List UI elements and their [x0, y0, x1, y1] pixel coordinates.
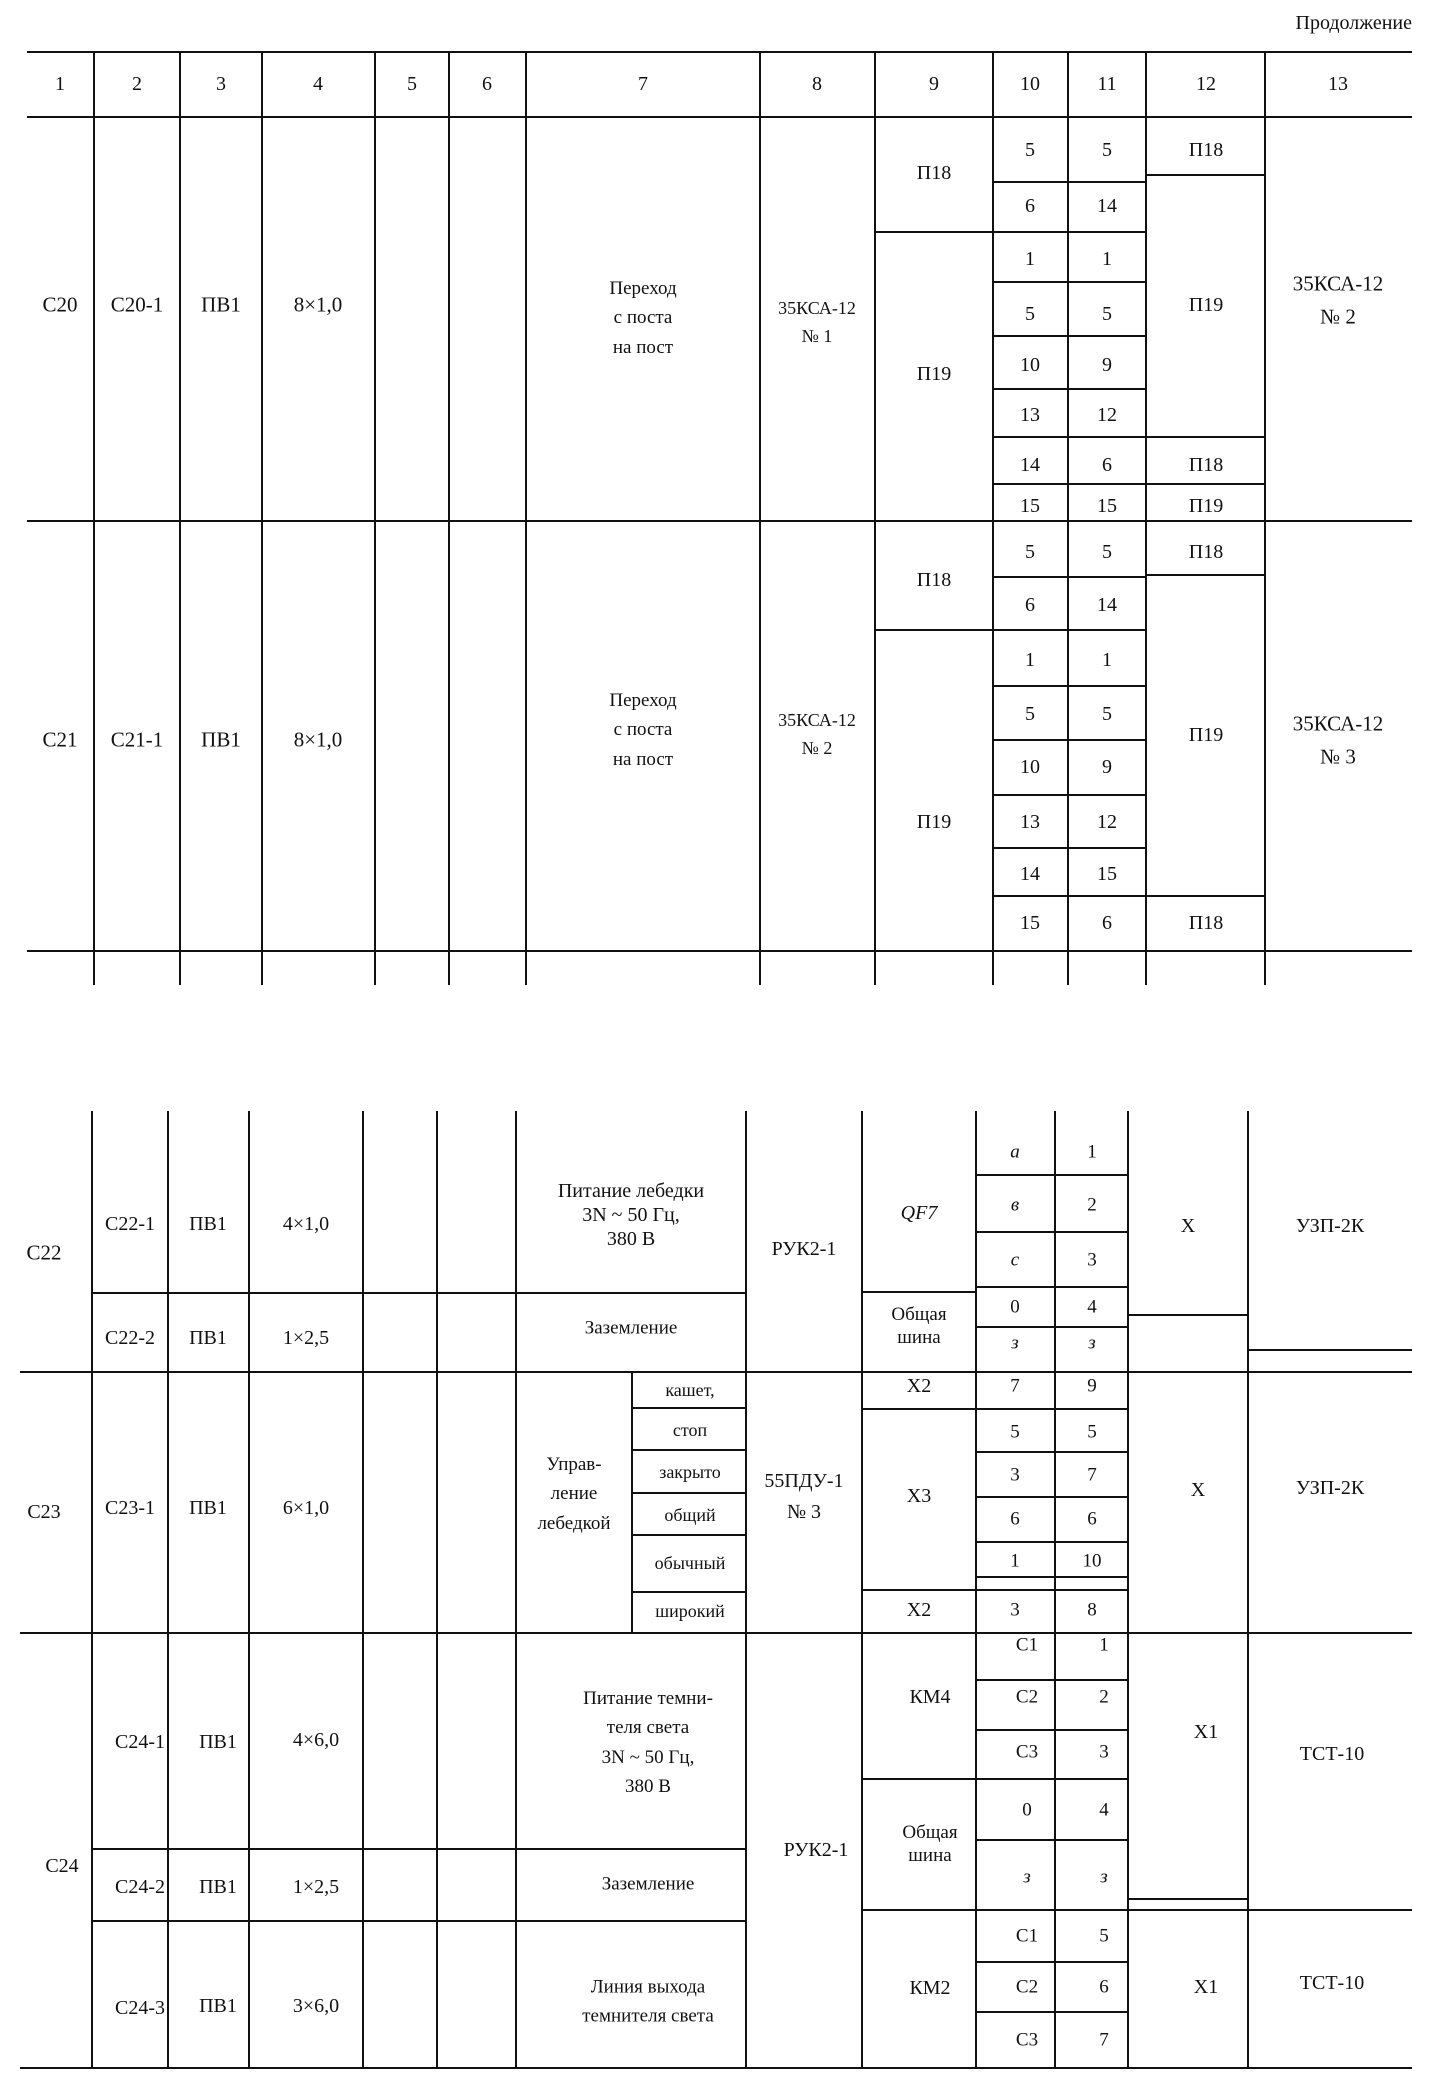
c24-pin-from: з [1023, 1866, 1031, 1888]
c21-pin-to: 6 [1102, 912, 1112, 934]
c22-to-device: УЗП-2К [1295, 1215, 1365, 1237]
c22-pin-from: в [1010, 1194, 1020, 1216]
c20-pin-from: 5 [1025, 139, 1035, 161]
c23-pin-to: 7 [1087, 1464, 1097, 1486]
c23-connector: Х3 [906, 1485, 932, 1507]
c21-connector: П18 [916, 569, 952, 591]
col-header-10: 10 [1020, 73, 1040, 95]
c21-section: 8×1,0 [293, 727, 343, 752]
c22-2-wire-type: ПВ1 [189, 1327, 227, 1349]
c23-to-device: УЗП-2К [1295, 1477, 1365, 1499]
col-header-4: 4 [313, 73, 323, 95]
c22-pin-to: 1 [1087, 1141, 1097, 1163]
c24-designation: C24 [45, 1855, 79, 1877]
c22-designation: C22 [26, 1240, 62, 1265]
c21-pin-to: 9 [1102, 756, 1112, 778]
c22-pin-from: з [1011, 1332, 1019, 1354]
c23-pin-to: 9 [1087, 1375, 1097, 1397]
c24-2-wire-type: ПВ1 [199, 1876, 237, 1898]
c21-pin-from: 15 [1020, 912, 1040, 934]
c20-pin-to: 1 [1102, 248, 1112, 270]
c21-pin-to: 12 [1097, 811, 1117, 833]
c21-to-device: 35КСА-12 № 3 [1292, 711, 1384, 768]
c23-core: C23-1 [105, 1497, 155, 1519]
c23-pin-from: 5 [1010, 1421, 1020, 1443]
c24-from-device: РУК2-1 [783, 1839, 849, 1861]
c24-pin-to: 1 [1099, 1634, 1109, 1656]
c22-pin-from: с [1010, 1249, 1020, 1271]
c22-pin-to: 2 [1087, 1194, 1097, 1216]
c22-pin-to: 4 [1087, 1296, 1097, 1318]
c20-target-connector: П18 [1188, 139, 1224, 161]
c24-pin-from: С3 [1015, 2029, 1039, 2051]
c24-pin-from: С2 [1015, 1686, 1039, 1708]
c21-pin-from: 1 [1025, 649, 1035, 671]
c22-1-wire-type: ПВ1 [189, 1213, 227, 1235]
col-header-5: 5 [407, 73, 417, 95]
c22-2-purpose: Заземление [584, 1317, 678, 1339]
c20-target-connector: П19 [1188, 294, 1224, 316]
c24-3-wire-type: ПВ1 [199, 1995, 237, 2017]
c23-pin-to: 8 [1087, 1599, 1097, 1621]
col-header-1: 1 [55, 73, 65, 95]
c21-target-connector: П19 [1188, 724, 1224, 746]
c21-pin-from: 6 [1025, 594, 1035, 616]
c23-signal: закрыто [659, 1462, 721, 1482]
c21-pin-to: 1 [1102, 649, 1112, 671]
c21-pin-from: 5 [1025, 703, 1035, 725]
c23-connector: Х2 [906, 1375, 932, 1397]
c23-pin-from: 3 [1010, 1599, 1020, 1621]
c20-target-connector: П19 [1188, 495, 1224, 517]
c20-pin-from: 10 [1020, 354, 1040, 376]
c23-wire-type: ПВ1 [189, 1497, 227, 1519]
c20-from-device: 35КСА-12 № 1 [778, 298, 856, 346]
c21-wire-type: ПВ1 [201, 727, 241, 752]
c24-pin-to: 4 [1099, 1799, 1109, 1821]
c24-2-purpose: Заземление [601, 1873, 695, 1895]
c23-section: 6×1,0 [282, 1497, 330, 1519]
c24-pin-from: 0 [1022, 1799, 1032, 1821]
c24-1-wire-type: ПВ1 [199, 1731, 237, 1753]
c20-pin-from: 5 [1025, 303, 1035, 325]
c22-2-section: 1×2,5 [282, 1327, 330, 1349]
c21-pin-from: 13 [1020, 811, 1040, 833]
c21-connector: П19 [916, 811, 952, 833]
c24-pin-to: 2 [1099, 1686, 1109, 1708]
c23-pin-from: 6 [1010, 1508, 1020, 1530]
c23-pin-to: 10 [1082, 1550, 1102, 1572]
c21-pin-from: 10 [1020, 756, 1040, 778]
c21-pin-to: 14 [1097, 594, 1117, 616]
c24-pin-to: 5 [1099, 1925, 1109, 1947]
c21-pin-to: 5 [1102, 703, 1112, 725]
continuation-label: Продолжение [1295, 12, 1412, 34]
c21-core: C21-1 [110, 727, 164, 752]
c21-purpose: Переход с поста на пост [609, 689, 677, 770]
c24-target-connector: Х1 [1193, 1976, 1219, 1998]
c23-signal: широкий [655, 1601, 725, 1621]
c22-from-device: РУК2-1 [771, 1238, 837, 1260]
c21-pin-from: 5 [1025, 541, 1035, 563]
c23-signal: кашет, [665, 1380, 715, 1400]
c22-target-connector: Х [1180, 1215, 1196, 1237]
c22-pin-from: а [1010, 1141, 1020, 1163]
c21-target-connector: П18 [1188, 541, 1224, 563]
c21-from-device: 35КСА-12 № 2 [778, 710, 856, 758]
c24-pin-from: С1 [1015, 1634, 1039, 1656]
c24-1-purpose: Питание темни- теля света 3N ~ 50 Гц, 380 В [583, 1688, 713, 1798]
c24-connector: Общая шина [902, 1822, 958, 1866]
c22-2-core: C22-2 [105, 1327, 155, 1349]
c20-pin-from: 15 [1020, 495, 1040, 517]
col-header-11: 11 [1097, 73, 1117, 95]
c23-designation: C23 [27, 1501, 61, 1523]
c22-1-core: C22-1 [105, 1213, 155, 1235]
c22-pin-to: 3 [1087, 1249, 1097, 1271]
c20-pin-from: 6 [1025, 195, 1035, 217]
c20-pin-to: 9 [1102, 354, 1112, 376]
c20-section: 8×1,0 [293, 292, 343, 317]
c20-pin-from: 14 [1020, 454, 1040, 476]
c21-pin-to: 5 [1102, 541, 1112, 563]
c20-pin-to: 12 [1097, 404, 1117, 426]
c22-1-section: 4×1,0 [282, 1213, 330, 1235]
col-header-6: 6 [482, 73, 492, 95]
c23-signal: стоп [672, 1420, 708, 1440]
c24-3-section: 3×6,0 [292, 1995, 340, 2017]
c23-pin-from: 3 [1010, 1464, 1020, 1486]
c20-purpose: Переход с поста на пост [609, 277, 677, 358]
c24-pin-from: С2 [1015, 1976, 1039, 1998]
c20-connector: П19 [916, 363, 952, 385]
c20-pin-to: 15 [1097, 495, 1117, 517]
c24-pin-to: 6 [1099, 1976, 1109, 1998]
c21-designation: C21 [42, 727, 78, 752]
c24-connector: КМ2 [909, 1977, 951, 1999]
c20-to-device: 35КСА-12 № 2 [1292, 271, 1384, 328]
col-header-12: 12 [1196, 73, 1216, 95]
c21-target-connector: П18 [1188, 912, 1224, 934]
c24-pin-from: С1 [1015, 1925, 1039, 1947]
c24-2-core: C24-2 [115, 1876, 165, 1898]
c24-1-core: C24-1 [115, 1731, 165, 1753]
c23-pin-to: 5 [1087, 1421, 1097, 1443]
c24-pin-from: С3 [1015, 1741, 1039, 1763]
c23-pin-from: 7 [1010, 1375, 1020, 1397]
c23-target-connector: Х [1190, 1479, 1206, 1501]
c21-pin-from: 14 [1020, 863, 1040, 885]
col-header-2: 2 [132, 73, 142, 95]
c24-pin-to: з [1100, 1866, 1108, 1888]
c20-pin-from: 1 [1025, 248, 1035, 270]
c23-from-device: 55ПДУ-1 № 3 [764, 1470, 844, 1523]
col-header-9: 9 [929, 73, 939, 95]
col-header-13: 13 [1328, 73, 1348, 95]
c23-pin-from: 1 [1010, 1550, 1020, 1572]
c24-pin-to: 7 [1099, 2029, 1109, 2051]
col-header-3: 3 [216, 73, 226, 95]
c24-pin-to: 3 [1099, 1741, 1109, 1763]
c24-target-connector: Х1 [1193, 1721, 1219, 1743]
c20-pin-to: 5 [1102, 139, 1112, 161]
col-header-8: 8 [812, 73, 822, 95]
c22-1-purpose: Питание лебедки 3N ~ 50 Гц, 380 В [557, 1180, 705, 1250]
c24-connector: КМ4 [909, 1686, 951, 1708]
c23-pin-to: 6 [1087, 1508, 1097, 1530]
c23-signal: общий [664, 1505, 716, 1525]
c21-pin-to: 15 [1097, 863, 1117, 885]
c24-3-core: C24-3 [115, 1997, 165, 2019]
c23-purpose: Управ- ление лебедкой [537, 1453, 611, 1534]
c20-designation: C20 [42, 292, 78, 317]
c24-3-purpose: Линия выхода темнителя света [582, 1976, 714, 2027]
c20-pin-to: 6 [1102, 454, 1112, 476]
c24-1-section: 4×6,0 [292, 1729, 340, 1751]
c23-signal: обычный [654, 1553, 726, 1573]
c24-to-device: ТСТ-10 [1299, 1743, 1365, 1765]
c22-pin-from: 0 [1010, 1296, 1020, 1318]
c22-connector: Общая шина [891, 1304, 947, 1348]
c20-pin-to: 14 [1097, 195, 1117, 217]
c20-pin-from: 13 [1020, 404, 1040, 426]
c22-pin-to: з [1088, 1332, 1096, 1354]
c24-to-device: ТСТ-10 [1299, 1972, 1365, 1994]
c22-connector: QF7 [900, 1202, 938, 1224]
col-header-7: 7 [638, 73, 648, 95]
c20-connector: П18 [916, 162, 952, 184]
c20-core: C20-1 [110, 292, 164, 317]
c24-2-section: 1×2,5 [292, 1876, 340, 1898]
c20-pin-to: 5 [1102, 303, 1112, 325]
c20-target-connector: П18 [1188, 454, 1224, 476]
c20-wire-type: ПВ1 [201, 292, 241, 317]
c23-connector: Х2 [906, 1599, 932, 1621]
